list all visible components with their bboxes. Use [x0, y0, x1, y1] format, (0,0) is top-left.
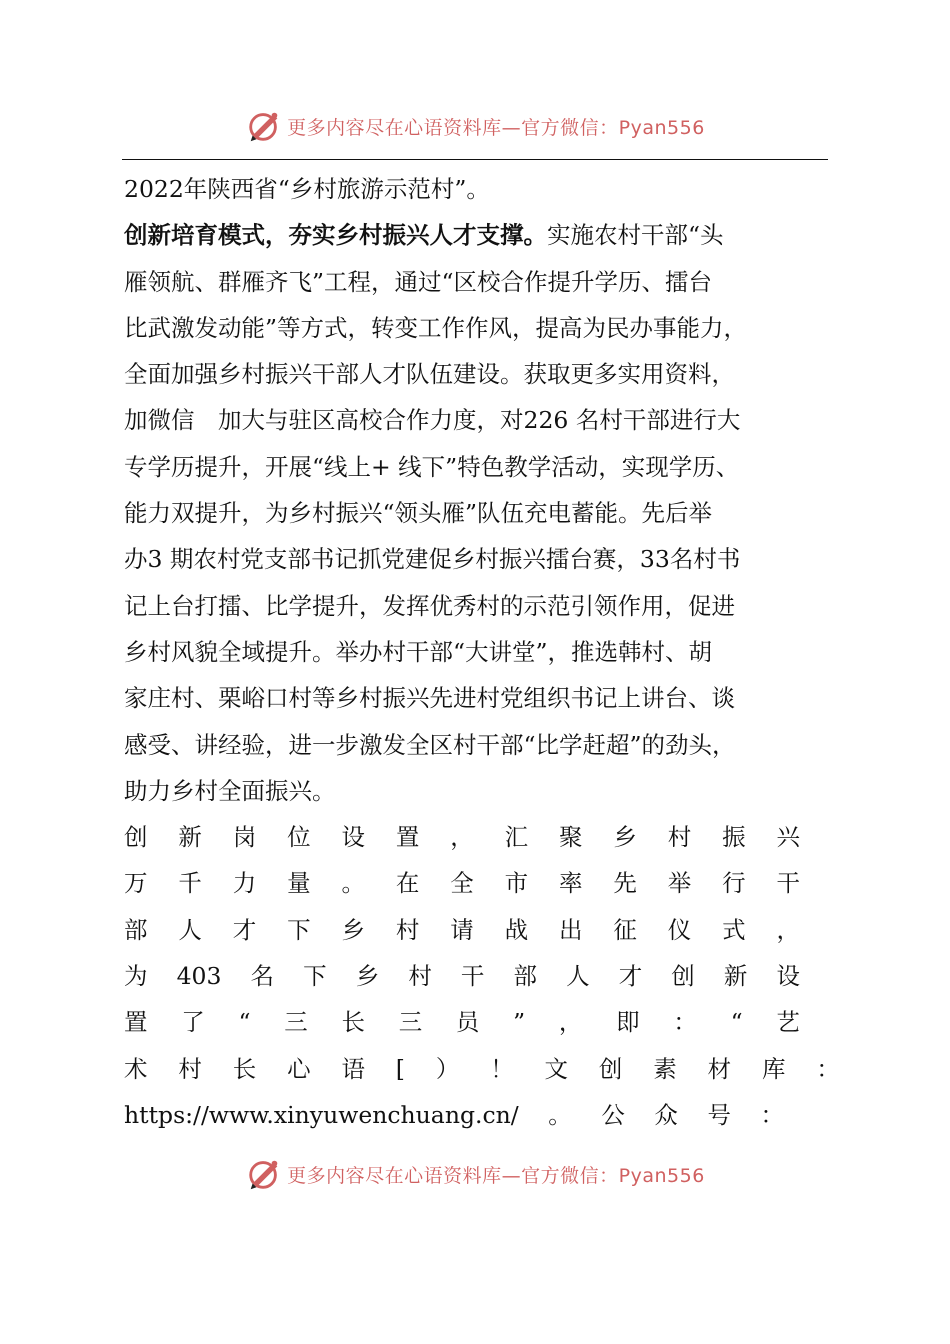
pen-circle-icon: [245, 107, 283, 145]
spread-char: 下: [287, 915, 311, 944]
spread-char: 人: [178, 915, 202, 944]
spread-char: “: [238, 1008, 251, 1037]
spread-char: ！: [490, 1054, 514, 1083]
spread-char: 设: [776, 962, 800, 991]
spread-char: ：: [673, 1008, 697, 1037]
spread-char: 千: [178, 869, 202, 898]
spread-char: 才: [618, 962, 643, 991]
spread-char: 。: [341, 869, 365, 898]
spread-char: 403: [176, 962, 222, 991]
spread-char: 举: [667, 869, 692, 898]
spread-char: 部: [513, 962, 538, 991]
spread-char: 振: [722, 823, 746, 852]
spread-char: 新: [723, 962, 748, 991]
spread-char: 万: [124, 869, 148, 898]
spread-char: 出: [559, 915, 583, 944]
spread-char: 乡: [341, 915, 365, 944]
body-line: 比武激发动能”等方式，转变工作作风，提高为民办事能力，: [124, 313, 748, 342]
spread-char: 才: [232, 915, 257, 944]
header-banner: [0, 104, 950, 148]
spread-char: 先: [613, 869, 637, 898]
spread-char: 员: [455, 1008, 480, 1037]
header-divider: [122, 159, 828, 160]
spread-char: ，: [450, 823, 474, 852]
body-line: 感受、讲经验，进一步激发全区村干部“比学赶超”的劲头，: [124, 730, 736, 759]
spread-line: [124, 1046, 840, 1092]
spread-char: 创: [671, 962, 695, 991]
spread-char: 干: [460, 962, 485, 991]
spread-line: [124, 999, 800, 1045]
spread-char: 材: [707, 1054, 732, 1083]
spread-char: 量: [287, 869, 311, 898]
spread-char: 式: [722, 915, 746, 944]
spread-char: ：: [816, 1054, 840, 1083]
spread-line: [124, 1092, 784, 1138]
spread-char: 心: [287, 1054, 311, 1083]
document-body: [124, 166, 840, 1138]
spread-char: 村: [408, 962, 432, 991]
spread-char: ：: [760, 1100, 784, 1129]
spread-char: 市: [504, 869, 529, 898]
spread-char: ）: [435, 1054, 460, 1083]
spread-char: 创: [598, 1054, 623, 1083]
spread-char: 公: [601, 1100, 625, 1129]
spread-char: 村: [395, 915, 420, 944]
body-text: 实施农村干部“头: [547, 221, 724, 250]
spread-char: 置: [124, 1008, 148, 1037]
body-line: 专学历提升，开展“线上+ 线下”特色教学活动，实现学历、: [124, 452, 740, 481]
body-line: [124, 212, 840, 258]
spread-char: 人: [566, 962, 590, 991]
body-line: 能力双提升，为乡村振兴“领头雁”队伍充电蓄能。先后举: [124, 499, 713, 528]
body-line: 加微信 加大与驻区高校合作力度，对226 名村干部进行大: [124, 406, 741, 435]
spread-char: 位: [287, 823, 311, 852]
spread-char: 创: [124, 823, 148, 852]
spread-char: 岗: [232, 823, 257, 852]
spread-char: 号: [707, 1100, 731, 1129]
spread-char: 为: [124, 962, 148, 991]
body-line: 记上台打擂、比学提升，发挥优秀村的示范引领作用，促进: [124, 591, 735, 620]
body-line: 家庄村、栗峪口村等乡村振兴先进村党组织书记上讲台、谈: [124, 684, 735, 713]
spread-char: 即: [616, 1008, 640, 1037]
spread-char: 长: [232, 1054, 257, 1083]
spread-char: 率: [559, 869, 583, 898]
spread-char: 三: [284, 1008, 308, 1037]
spread-char: 汇: [504, 823, 529, 852]
pen-circle-icon: [245, 1155, 283, 1193]
spread-char: 。: [548, 1100, 572, 1129]
spread-char: 干: [776, 869, 800, 898]
spread-char: 下: [303, 962, 327, 991]
spread-char: 请: [450, 915, 474, 944]
spread-char: 文: [544, 1054, 569, 1083]
spread-char: 兴: [776, 823, 800, 852]
spread-char: 术: [124, 1054, 148, 1083]
spread-char: 仪: [667, 915, 692, 944]
spread-char: https://www.xinyuwenchuang.cn/: [124, 1100, 519, 1129]
section-heading: 创新培育模式，夯实乡村振兴人才支撑。: [124, 221, 547, 250]
spread-char: 名: [250, 962, 275, 991]
spread-char: 全: [450, 869, 474, 898]
spread-char: 乡: [355, 962, 380, 991]
spread-char: ，: [776, 915, 800, 944]
body-line: 2022年陕西省“乡村旅游示范村”。: [124, 175, 490, 203]
spread-char: 三: [398, 1008, 423, 1037]
spread-char: 设: [341, 823, 365, 852]
body-line: 全面加强乡村振兴干部人才队伍建设。获取更多实用资料，: [124, 360, 735, 389]
spread-char: 素: [653, 1054, 677, 1083]
spread-char: 了: [181, 1008, 205, 1037]
spread-char: 聚: [559, 823, 583, 852]
spread-char: ，: [558, 1008, 583, 1037]
spread-char: 长: [341, 1008, 365, 1037]
spread-char: 村: [178, 1054, 202, 1083]
spread-char: 部: [124, 915, 148, 944]
spread-char: 置: [395, 823, 420, 852]
body-line: 乡村风貌全域提升。举办村干部“大讲堂”，推选韩村、胡: [124, 637, 713, 666]
spread-char: ”: [513, 1008, 526, 1037]
spread-char: 在: [395, 869, 420, 898]
spread-char: 乡: [613, 823, 637, 852]
spread-char: 战: [504, 915, 529, 944]
header-banner-text: 更多内容尽在心语资料库—官方微信：Pyan556: [287, 116, 705, 139]
spread-char: “: [730, 1008, 743, 1037]
body-line: 雁领航、群雁齐飞”工程，通过“区校合作提升学历、擂台: [124, 267, 713, 296]
body-line: 办3 期农村党支部书记抓党建促乡村振兴擂台赛，33名村书: [124, 545, 741, 574]
body-line: 助力乡村全面振兴。: [124, 776, 336, 805]
spread-char: 艺: [776, 1008, 800, 1037]
spread-line: [124, 860, 800, 906]
spread-char: 新: [178, 823, 202, 852]
spread-char: 行: [722, 869, 746, 898]
spread-char: [: [395, 1054, 405, 1083]
spread-line: [124, 814, 800, 860]
spread-char: 村: [667, 823, 692, 852]
footer-banner: [0, 1152, 950, 1196]
spread-char: 库: [761, 1054, 786, 1083]
spread-char: 力: [232, 869, 257, 898]
spread-line: [124, 907, 800, 953]
spread-char: 征: [613, 915, 637, 944]
spread-char: 众: [654, 1100, 678, 1129]
spread-char: 语: [341, 1054, 365, 1083]
spread-line: [124, 953, 800, 999]
footer-banner-text: 更多内容尽在心语资料库—官方微信：Pyan556: [287, 1164, 705, 1187]
